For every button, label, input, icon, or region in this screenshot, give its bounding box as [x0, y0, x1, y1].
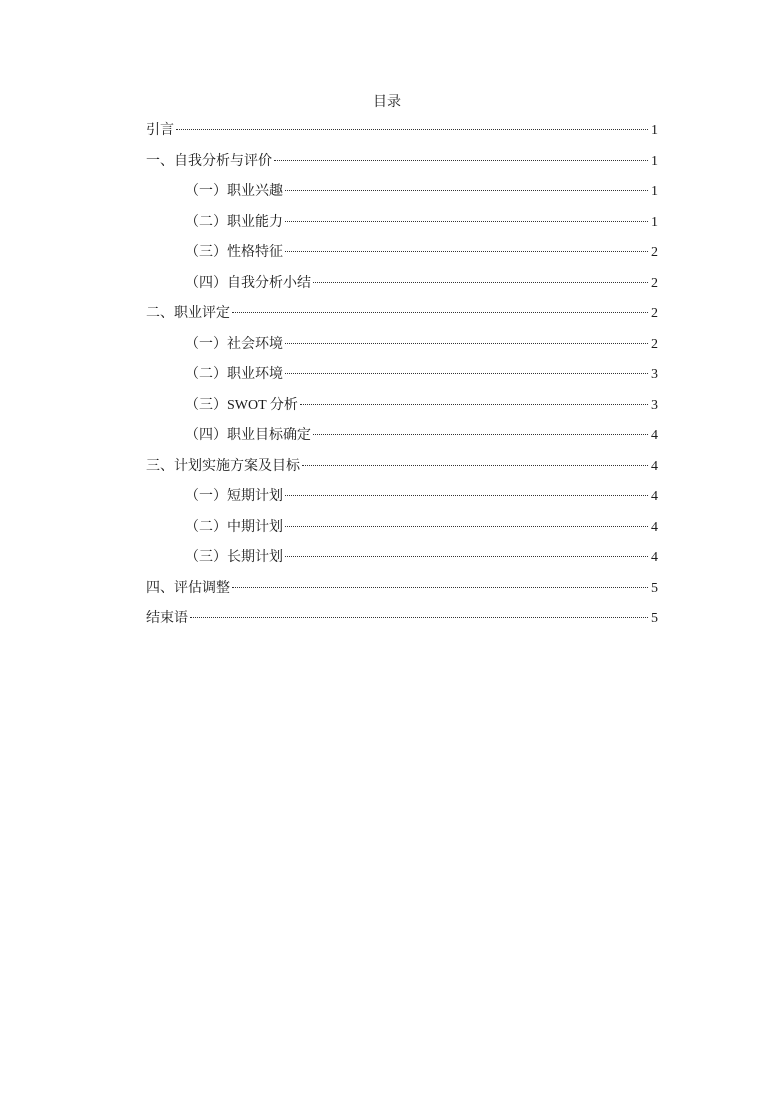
dot-leader	[302, 465, 648, 466]
dot-leader	[285, 373, 648, 374]
dot-leader	[285, 526, 648, 527]
dot-leader	[285, 251, 648, 252]
toc-title: 目录	[373, 95, 401, 110]
toc-page-number: 4	[651, 489, 658, 504]
dot-leader	[285, 495, 648, 496]
toc-page-number: 1	[651, 184, 658, 199]
dot-leader	[176, 129, 648, 130]
toc-entry-title: （二）职业能力	[185, 214, 283, 230]
toc-entry-self-summary[interactable]	[146, 269, 658, 300]
toc-entry-title: （三）SWOT 分析	[185, 397, 298, 413]
toc-page-number: 4	[651, 458, 658, 474]
dot-leader	[285, 343, 648, 344]
dot-leader	[313, 434, 648, 435]
toc-entry-title: 一、自我分析与评价	[146, 153, 272, 169]
dot-leader	[300, 404, 648, 405]
toc-page-number: 3	[651, 367, 658, 382]
toc-entry-title: 四、评估调整	[146, 580, 230, 596]
toc-entry-social-environment[interactable]	[146, 330, 658, 361]
toc-entry-title: （三）长期计划	[185, 550, 283, 565]
toc-entry-career-evaluation[interactable]	[146, 299, 658, 330]
toc-page-number: 1	[651, 214, 658, 230]
toc-page-number: 2	[651, 245, 658, 260]
toc-page-number: 3	[651, 397, 658, 413]
toc-entry-career-environment[interactable]	[146, 360, 658, 391]
toc-page-number: 1	[651, 123, 658, 138]
toc-entry-long-term[interactable]	[146, 543, 658, 574]
toc-entry-mid-term[interactable]	[146, 513, 658, 544]
toc-page-number: 2	[651, 306, 658, 321]
toc-entry-conclusion[interactable]	[146, 604, 658, 635]
toc-page-number: 1	[651, 153, 658, 169]
toc-page-number: 4	[651, 519, 658, 535]
toc-entry-career-interest[interactable]	[146, 177, 658, 208]
toc-entry-title: （二）职业环境	[185, 367, 283, 382]
toc-entry-personality[interactable]	[146, 238, 658, 269]
toc-entry-title: （三）性格特征	[185, 245, 283, 260]
dot-leader	[285, 221, 648, 222]
table-of-contents	[146, 116, 658, 635]
toc-page-number: 5	[651, 611, 658, 626]
dot-leader	[232, 312, 648, 313]
toc-entry-title: （一）社会环境	[185, 336, 283, 352]
dot-leader	[190, 617, 648, 618]
toc-page-number: 2	[651, 275, 658, 291]
toc-entry-adjustment[interactable]	[146, 574, 658, 605]
toc-entry-title: 引言	[146, 123, 174, 138]
dot-leader	[313, 282, 648, 283]
dot-leader	[274, 160, 648, 161]
toc-entry-intro[interactable]	[146, 116, 658, 147]
dot-leader	[285, 556, 648, 557]
toc-entry-title: （四）自我分析小结	[185, 275, 311, 291]
toc-entry-title: 二、职业评定	[146, 306, 230, 321]
toc-page-number: 5	[651, 580, 658, 596]
dot-leader	[232, 587, 648, 588]
dot-leader	[285, 190, 648, 191]
toc-page-number: 2	[651, 336, 658, 352]
toc-entry-title: 三、计划实施方案及目标	[146, 458, 300, 474]
toc-entry-swot[interactable]	[146, 391, 658, 422]
toc-entry-title: 结束语	[146, 611, 188, 626]
toc-entry-title: （一）职业兴趣	[185, 184, 283, 199]
toc-entry-plan[interactable]	[146, 452, 658, 483]
toc-entry-title: （四）职业目标确定	[185, 428, 311, 443]
toc-entry-short-term[interactable]	[146, 482, 658, 513]
toc-page-number: 4	[651, 550, 658, 565]
toc-entry-title: （一）短期计划	[185, 489, 283, 504]
toc-page-number: 4	[651, 428, 658, 443]
toc-entry-self-analysis[interactable]	[146, 147, 658, 178]
toc-entry-career-ability[interactable]	[146, 208, 658, 239]
toc-entry-career-goal[interactable]	[146, 421, 658, 452]
toc-entry-title: （二）中期计划	[185, 519, 283, 535]
